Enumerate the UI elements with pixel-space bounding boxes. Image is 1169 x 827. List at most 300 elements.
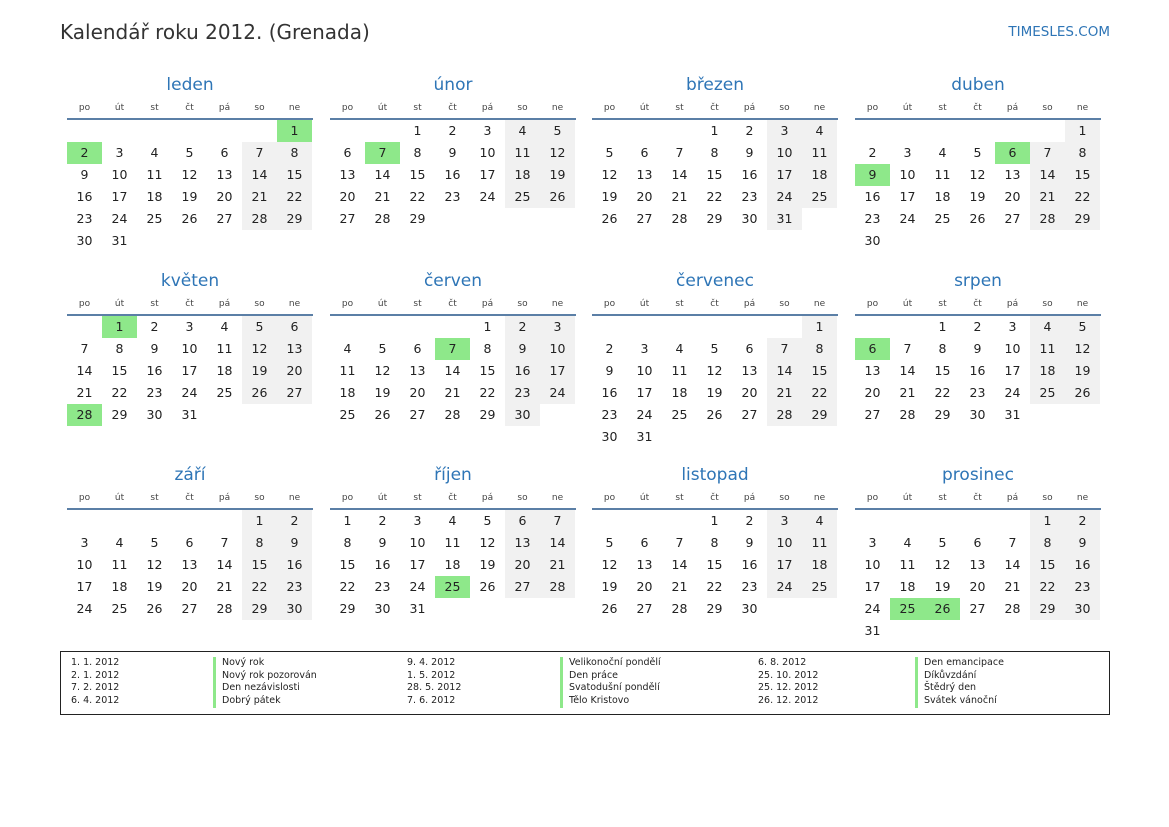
empty-cell <box>102 120 137 142</box>
weekday-label: čt <box>185 103 194 113</box>
holiday-day-cell: 1 <box>277 120 312 142</box>
empty-cell <box>242 230 277 252</box>
empty-cell <box>277 230 312 252</box>
day-cell: 18 <box>802 554 837 576</box>
day-cell: 18 <box>934 189 951 204</box>
holiday-date: 6. 4. 2012 <box>71 695 120 707</box>
day-cell: 27 <box>277 382 312 404</box>
day-cell: 27 <box>969 601 986 616</box>
day-cell: 13 <box>636 557 653 572</box>
day-cell: 16 <box>969 363 986 378</box>
weekday-label: út <box>114 103 125 113</box>
empty-cell <box>1065 404 1100 426</box>
day-cell: 9 <box>745 145 754 160</box>
day-cell: 3 <box>767 120 802 142</box>
holiday-day-cell: 2 <box>67 142 102 164</box>
day-cell: 16 <box>76 189 93 204</box>
day-cell: 15 <box>479 363 496 378</box>
weekday-label: so <box>779 103 790 113</box>
day-cell: 14 <box>671 167 688 182</box>
day-cell: 16 <box>741 167 758 182</box>
day-cell: 26 <box>1065 382 1100 404</box>
week-row <box>855 620 1101 642</box>
day-cell: 7 <box>675 145 684 160</box>
day-cell: 28 <box>767 404 802 426</box>
day-cell: 14 <box>242 164 277 186</box>
week-row <box>855 382 1101 404</box>
day-cell: 21 <box>540 554 575 576</box>
empty-cell <box>925 510 960 532</box>
week-row <box>855 164 1101 186</box>
day-cell: 7 <box>675 535 684 550</box>
weekday-label: so <box>517 103 528 113</box>
day-cell: 13 <box>864 363 881 378</box>
empty-cell <box>435 316 470 338</box>
day-cell: 17 <box>1004 363 1021 378</box>
day-cell: 12 <box>242 338 277 360</box>
day-cell: 1 <box>710 123 719 138</box>
site-link[interactable]: TIMESLES.COM <box>1008 24 1110 40</box>
month-calendar <box>67 268 313 426</box>
day-cell: 26 <box>181 211 198 226</box>
day-cell: 26 <box>601 601 618 616</box>
day-cell: 1 <box>413 123 422 138</box>
day-cell: 7 <box>220 535 229 550</box>
weekday-label: ne <box>551 299 564 309</box>
day-cell: 10 <box>864 557 881 572</box>
weekday-label: po <box>78 299 91 309</box>
day-cell: 15 <box>706 167 723 182</box>
empty-cell <box>627 120 662 142</box>
day-cell: 26 <box>242 382 277 404</box>
day-cell: 15 <box>706 557 723 572</box>
empty-cell <box>172 230 207 252</box>
day-cell: 28 <box>374 211 391 226</box>
holiday-day-cell: 28 <box>67 404 102 426</box>
week-row <box>330 404 576 426</box>
week-row <box>67 360 313 382</box>
week-row <box>67 598 313 620</box>
weekday-label: ne <box>1076 299 1089 309</box>
empty-cell <box>1065 620 1100 642</box>
day-cell: 4 <box>505 120 540 142</box>
day-cell: 29 <box>706 601 723 616</box>
empty-cell <box>505 208 540 230</box>
empty-cell <box>995 120 1030 142</box>
day-cell: 3 <box>540 316 575 338</box>
day-cell: 31 <box>1004 407 1021 422</box>
holiday-day-cell: 1 <box>102 316 137 338</box>
holiday-name: Tělo Kristovo <box>560 695 629 708</box>
empty-cell <box>470 208 505 230</box>
empty-cell <box>890 620 925 642</box>
day-cell: 30 <box>969 407 986 422</box>
weekday-label: út <box>639 493 650 503</box>
day-cell: 20 <box>636 189 653 204</box>
empty-cell <box>207 404 242 426</box>
empty-cell <box>1030 230 1065 252</box>
day-cell: 21 <box>374 189 391 204</box>
month-calendar <box>330 268 576 426</box>
month-calendar <box>855 462 1101 642</box>
day-cell: 5 <box>938 535 947 550</box>
week-row <box>592 382 838 404</box>
day-cell: 14 <box>76 363 93 378</box>
day-cell: 8 <box>343 535 352 550</box>
day-cell: 28 <box>1004 601 1021 616</box>
empty-cell <box>627 510 662 532</box>
weekday-label: st <box>413 493 422 503</box>
holiday-day-cell: 6 <box>855 338 890 360</box>
week-row <box>330 164 576 186</box>
day-cell: 9 <box>1065 532 1100 554</box>
weekday-label: pá <box>743 493 756 503</box>
day-cell: 6 <box>640 145 649 160</box>
day-cell: 28 <box>242 208 277 230</box>
weekday-label: po <box>603 299 616 309</box>
day-cell: 4 <box>675 341 684 356</box>
empty-cell <box>855 510 890 532</box>
weekday-label: ne <box>813 103 826 113</box>
day-cell: 1 <box>1065 120 1100 142</box>
weekday-header <box>592 295 838 316</box>
empty-cell <box>242 404 277 426</box>
day-cell: 21 <box>216 579 233 594</box>
day-cell: 23 <box>444 189 461 204</box>
day-cell: 20 <box>1004 189 1021 204</box>
weekday-header <box>855 489 1101 510</box>
day-cell: 1 <box>483 319 492 334</box>
empty-cell <box>172 510 207 532</box>
day-cell: 23 <box>864 211 881 226</box>
day-cell: 1 <box>242 510 277 532</box>
day-cell: 21 <box>1004 579 1021 594</box>
day-cell: 5 <box>540 120 575 142</box>
day-cell: 26 <box>969 211 986 226</box>
week-row <box>855 532 1101 554</box>
weekday-label: út <box>114 299 125 309</box>
day-cell: 30 <box>146 407 163 422</box>
month-name: srpen <box>954 271 1002 291</box>
week-row <box>592 360 838 382</box>
holiday-name: Den nezávislosti <box>213 682 300 695</box>
empty-cell <box>505 598 540 620</box>
week-row <box>67 208 313 230</box>
day-cell: 27 <box>505 576 540 598</box>
weekday-label: so <box>1042 493 1053 503</box>
day-cell: 15 <box>242 554 277 576</box>
day-cell: 30 <box>741 211 758 226</box>
weekday-label: pá <box>1006 103 1019 113</box>
month-calendar <box>330 462 576 620</box>
day-cell: 24 <box>864 601 881 616</box>
day-cell: 5 <box>973 145 982 160</box>
day-cell: 14 <box>444 363 461 378</box>
weekday-header <box>67 489 313 510</box>
day-cell: 4 <box>115 535 124 550</box>
empty-cell <box>960 120 995 142</box>
day-cell: 10 <box>1004 341 1021 356</box>
day-cell: 4 <box>448 513 457 528</box>
weekday-label: út <box>377 493 388 503</box>
day-cell: 28 <box>671 211 688 226</box>
day-cell: 18 <box>444 557 461 572</box>
empty-cell <box>662 426 697 448</box>
week-row <box>855 360 1101 382</box>
empty-cell <box>330 120 365 142</box>
day-cell: 14 <box>671 557 688 572</box>
month-calendar <box>592 268 838 448</box>
day-cell: 16 <box>374 557 391 572</box>
month-name: únor <box>433 75 473 95</box>
empty-cell <box>365 316 400 338</box>
empty-cell <box>67 120 102 142</box>
day-cell: 23 <box>969 385 986 400</box>
empty-cell <box>855 120 890 142</box>
month-name: listopad <box>681 465 749 485</box>
weekday-label: so <box>517 299 528 309</box>
empty-cell <box>802 208 837 230</box>
day-cell: 25 <box>671 407 688 422</box>
day-cell: 19 <box>479 557 496 572</box>
empty-cell <box>732 316 767 338</box>
weekday-label: po <box>603 103 616 113</box>
day-cell: 17 <box>767 164 802 186</box>
day-cell: 27 <box>216 211 233 226</box>
weekday-label: pá <box>481 299 494 309</box>
day-cell: 24 <box>409 579 426 594</box>
day-cell: 6 <box>640 535 649 550</box>
day-cell: 31 <box>864 623 881 638</box>
day-cell: 9 <box>277 532 312 554</box>
day-cell: 27 <box>1004 211 1021 226</box>
day-cell: 16 <box>864 189 881 204</box>
weekday-header <box>855 295 1101 316</box>
holiday-date: 1. 1. 2012 <box>71 657 120 668</box>
week-row <box>67 404 313 426</box>
day-cell: 5 <box>150 535 159 550</box>
day-cell: 3 <box>80 535 89 550</box>
day-cell: 19 <box>242 360 277 382</box>
empty-cell <box>435 208 470 230</box>
day-cell: 10 <box>479 145 496 160</box>
day-cell: 18 <box>146 189 163 204</box>
day-cell: 12 <box>601 167 618 182</box>
week-row <box>592 554 838 576</box>
day-cell: 3 <box>1008 319 1017 334</box>
day-cell: 19 <box>601 579 618 594</box>
holiday-day-cell: 7 <box>435 338 470 360</box>
empty-cell <box>592 510 627 532</box>
month-name: červenec <box>676 271 754 291</box>
day-cell: 28 <box>216 601 233 616</box>
week-row <box>592 338 838 360</box>
day-cell: 13 <box>339 167 356 182</box>
day-cell: 23 <box>741 189 758 204</box>
weekday-label: po <box>341 103 354 113</box>
day-cell: 20 <box>969 579 986 594</box>
empty-cell <box>137 510 172 532</box>
week-row <box>592 426 838 448</box>
day-cell: 12 <box>374 363 391 378</box>
weekday-header <box>592 489 838 510</box>
empty-cell <box>995 620 1030 642</box>
day-cell: 14 <box>540 532 575 554</box>
weekday-label: po <box>78 493 91 503</box>
day-cell: 21 <box>671 189 688 204</box>
day-cell: 8 <box>413 145 422 160</box>
week-row <box>855 338 1101 360</box>
week-row <box>67 554 313 576</box>
week-row <box>330 142 576 164</box>
week-row <box>67 164 313 186</box>
day-cell: 11 <box>802 142 837 164</box>
empty-cell <box>330 316 365 338</box>
empty-cell <box>592 316 627 338</box>
day-cell: 31 <box>636 429 653 444</box>
day-cell: 22 <box>1065 186 1100 208</box>
day-cell: 25 <box>339 407 356 422</box>
day-cell: 21 <box>242 186 277 208</box>
day-cell: 1 <box>710 513 719 528</box>
day-cell: 18 <box>216 363 233 378</box>
day-cell: 31 <box>111 233 128 248</box>
day-cell: 4 <box>1030 316 1065 338</box>
month-name: leden <box>166 75 214 95</box>
weekday-label: čt <box>448 493 457 503</box>
empty-cell <box>67 316 102 338</box>
day-cell: 12 <box>181 167 198 182</box>
day-cell: 23 <box>277 576 312 598</box>
day-cell: 17 <box>76 579 93 594</box>
day-cell: 11 <box>146 167 163 182</box>
day-cell: 15 <box>111 363 128 378</box>
day-cell: 3 <box>903 145 912 160</box>
day-cell: 6 <box>413 341 422 356</box>
day-cell: 10 <box>899 167 916 182</box>
day-cell: 13 <box>969 557 986 572</box>
empty-cell <box>802 598 837 620</box>
day-cell: 7 <box>540 510 575 532</box>
day-cell: 13 <box>505 532 540 554</box>
day-cell: 2 <box>277 510 312 532</box>
holiday-name: Štědrý den <box>915 682 976 695</box>
day-cell: 21 <box>767 382 802 404</box>
day-cell: 16 <box>741 557 758 572</box>
day-cell: 18 <box>111 579 128 594</box>
week-row <box>67 576 313 598</box>
empty-cell <box>767 316 802 338</box>
empty-cell <box>277 404 312 426</box>
day-cell: 2 <box>973 319 982 334</box>
holiday-day-cell: 6 <box>995 142 1030 164</box>
weekday-label: st <box>938 299 947 309</box>
day-cell: 3 <box>640 341 649 356</box>
week-row <box>855 120 1101 142</box>
day-cell: 30 <box>505 404 540 426</box>
week-row <box>67 120 313 142</box>
holiday-legend <box>60 651 1110 715</box>
day-cell: 8 <box>710 535 719 550</box>
day-cell: 10 <box>767 142 802 164</box>
weekday-label: so <box>254 299 265 309</box>
weekday-label: ne <box>813 299 826 309</box>
day-cell: 29 <box>277 208 312 230</box>
empty-cell <box>925 120 960 142</box>
day-cell: 21 <box>1030 186 1065 208</box>
weekday-label: st <box>150 493 159 503</box>
empty-cell <box>1030 120 1065 142</box>
day-cell: 3 <box>767 510 802 532</box>
holiday-date: 28. 5. 2012 <box>407 682 462 694</box>
day-cell: 9 <box>605 363 614 378</box>
day-cell: 22 <box>802 382 837 404</box>
week-row <box>592 404 838 426</box>
empty-cell <box>960 510 995 532</box>
day-cell: 29 <box>934 407 951 422</box>
day-cell: 8 <box>938 341 947 356</box>
day-cell: 1 <box>1030 510 1065 532</box>
day-cell: 4 <box>150 145 159 160</box>
weekday-label: čt <box>448 103 457 113</box>
weekday-header <box>67 295 313 316</box>
day-cell: 16 <box>444 167 461 182</box>
day-cell: 28 <box>540 576 575 598</box>
holiday-date: 25. 10. 2012 <box>758 669 819 681</box>
week-row <box>330 186 576 208</box>
day-cell: 7 <box>903 341 912 356</box>
day-cell: 28 <box>1030 208 1065 230</box>
day-cell: 23 <box>505 382 540 404</box>
day-cell: 20 <box>636 579 653 594</box>
day-cell: 16 <box>505 360 540 382</box>
weekday-label: pá <box>743 103 756 113</box>
week-row <box>330 382 576 404</box>
day-cell: 30 <box>864 233 881 248</box>
day-cell: 4 <box>802 510 837 532</box>
day-cell: 11 <box>505 142 540 164</box>
day-cell: 18 <box>339 385 356 400</box>
day-cell: 15 <box>409 167 426 182</box>
week-row <box>67 142 313 164</box>
holiday-day-cell: 26 <box>925 598 960 620</box>
day-cell: 5 <box>185 145 194 160</box>
day-cell: 24 <box>767 576 802 598</box>
weekday-label: st <box>938 103 947 113</box>
weekday-label: út <box>639 103 650 113</box>
empty-cell <box>242 120 277 142</box>
holiday-date: 25. 12. 2012 <box>758 682 819 694</box>
day-cell: 15 <box>339 557 356 572</box>
day-cell: 19 <box>1065 360 1100 382</box>
weekday-label: pá <box>218 493 231 503</box>
holiday-day-cell: 7 <box>365 142 400 164</box>
empty-cell <box>207 510 242 532</box>
day-cell: 6 <box>973 535 982 550</box>
day-cell: 6 <box>185 535 194 550</box>
weekday-header <box>67 99 313 120</box>
weekday-label: čt <box>973 103 982 113</box>
weekday-label: st <box>675 299 684 309</box>
weekday-header <box>855 99 1101 120</box>
empty-cell <box>767 426 802 448</box>
day-cell: 13 <box>1004 167 1021 182</box>
week-row <box>330 338 576 360</box>
holiday-name: Den práce <box>560 670 618 683</box>
weekday-label: st <box>675 103 684 113</box>
day-cell: 31 <box>181 407 198 422</box>
day-cell: 31 <box>767 208 802 230</box>
